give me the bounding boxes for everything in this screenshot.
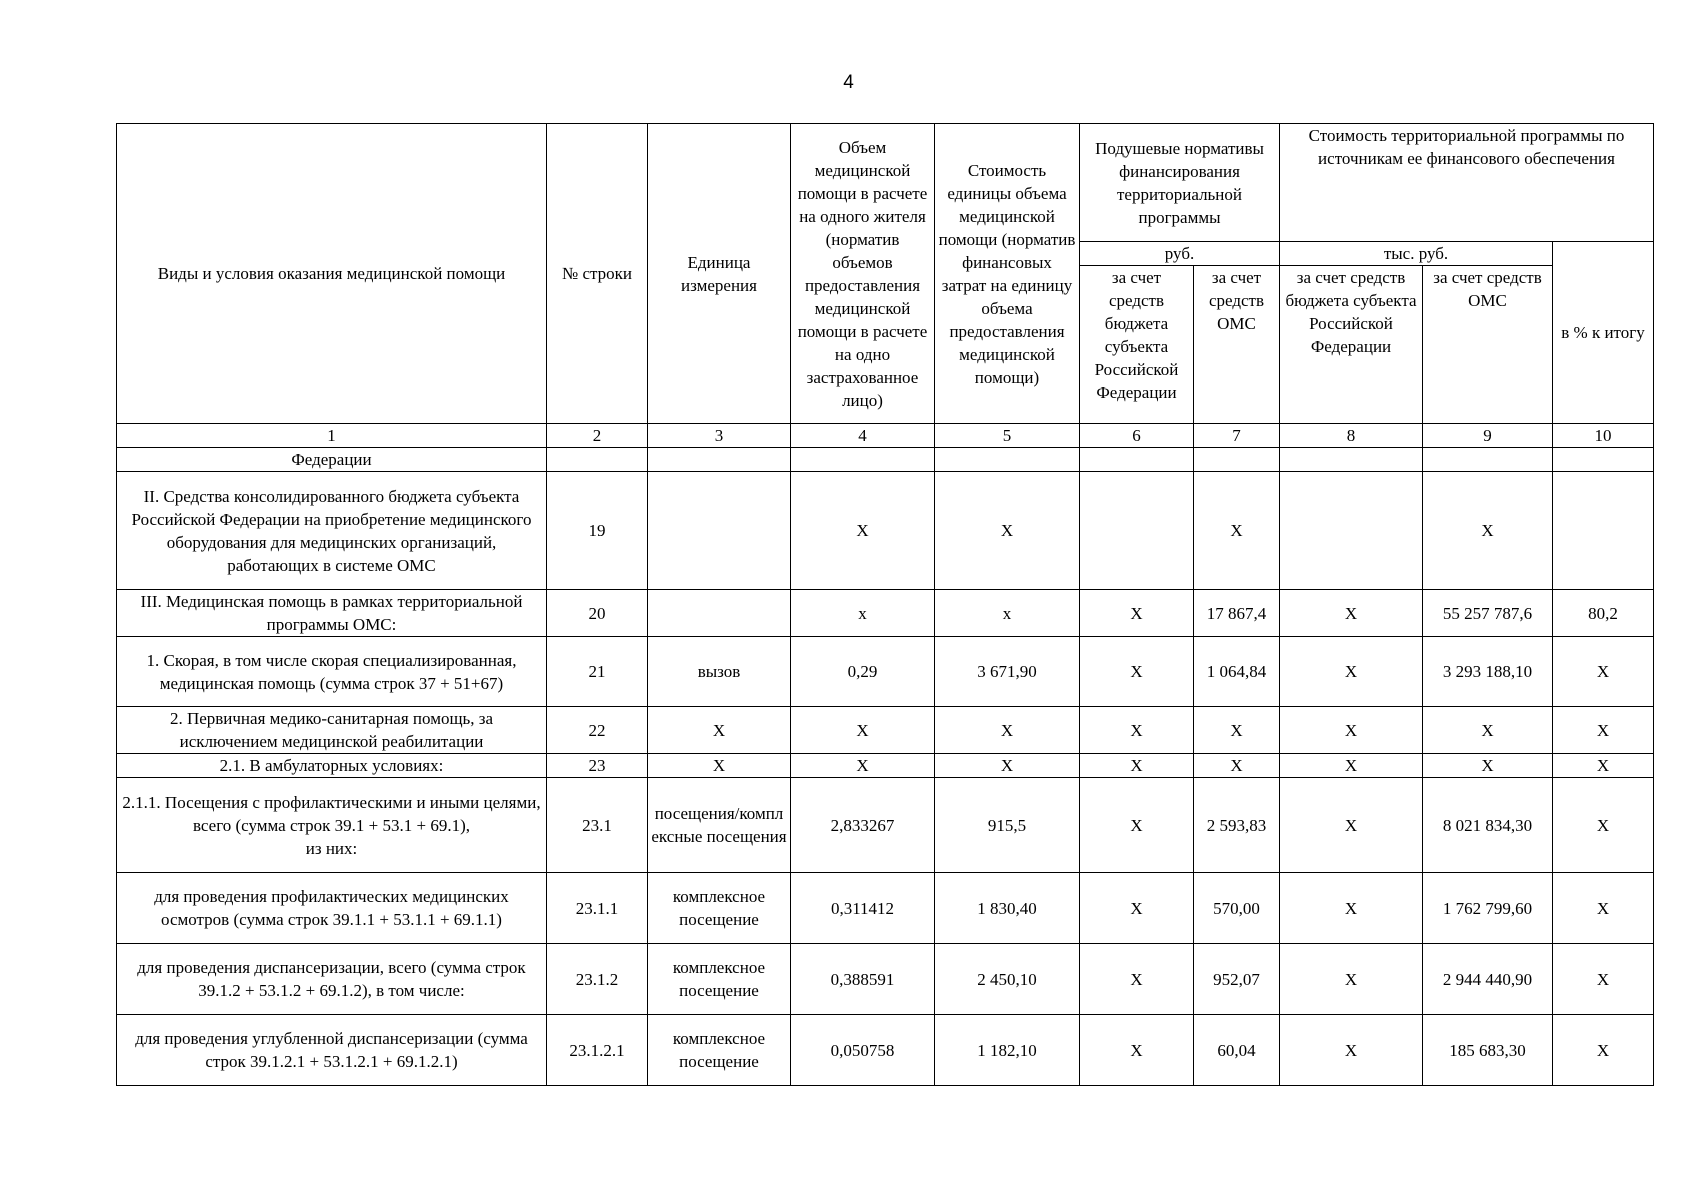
row-title: для проведения диспансеризации, всего (сумма строк 39.1.2 + 53.1.2 + 69.1.2), в том числе: (117, 944, 547, 1015)
cell-budget-cost: X (1280, 1015, 1423, 1086)
row-number: 20 (547, 590, 648, 637)
cell-oms-per-capita: 17 867,4 (1194, 590, 1280, 637)
header-oms-cost: за счет средств ОМС (1423, 266, 1553, 424)
header-per-capita-group: Подушевые нормативы финансирования территориальной программы (1080, 124, 1280, 242)
cell-oms-per-capita: 1 064,84 (1194, 637, 1280, 707)
cell-budget-per-capita (1080, 472, 1194, 590)
cell-oms-cost: 1 762 799,60 (1423, 873, 1553, 944)
program-cost-table (116, 123, 1654, 1086)
cell-oms-cost: X (1423, 472, 1553, 590)
cell-unit: X (648, 707, 791, 754)
row-number: 23.1 (547, 778, 648, 873)
cell-volume: 2,833267 (791, 778, 935, 873)
cell-budget-per-capita: X (1080, 637, 1194, 707)
cell-oms-per-capita: 2 593,83 (1194, 778, 1280, 873)
cell-budget-per-capita: X (1080, 1015, 1194, 1086)
header-unit-thousand-rub: тыс. руб. (1280, 242, 1553, 266)
column-number: 10 (1553, 424, 1654, 448)
cell-unit-cost: х (935, 590, 1080, 637)
column-number: 8 (1280, 424, 1423, 448)
cell-percent: X (1553, 944, 1654, 1015)
column-number: 4 (791, 424, 935, 448)
cell-oms-per-capita: X (1194, 707, 1280, 754)
column-number: 2 (547, 424, 648, 448)
cell-budget-per-capita: X (1080, 707, 1194, 754)
cell-budget-per-capita: X (1080, 873, 1194, 944)
cell-percent: 80,2 (1553, 590, 1654, 637)
cell-oms-per-capita (1194, 448, 1280, 472)
table-row (117, 778, 1654, 873)
row-number (547, 448, 648, 472)
column-number: 3 (648, 424, 791, 448)
cell-oms-per-capita: X (1194, 472, 1280, 590)
table-row (117, 637, 1654, 707)
cell-oms-cost: X (1423, 754, 1553, 778)
row-number: 21 (547, 637, 648, 707)
cell-oms-cost: 8 021 834,30 (1423, 778, 1553, 873)
cell-oms-cost: 55 257 787,6 (1423, 590, 1553, 637)
cell-unit-cost: 1 830,40 (935, 873, 1080, 944)
table-body (117, 448, 1654, 1086)
cell-percent: X (1553, 754, 1654, 778)
cell-budget-per-capita: X (1080, 778, 1194, 873)
cell-volume: х (791, 590, 935, 637)
column-number: 7 (1194, 424, 1280, 448)
cell-budget-cost: X (1280, 944, 1423, 1015)
cell-percent: X (1553, 1015, 1654, 1086)
cell-percent: X (1553, 873, 1654, 944)
row-title: 2.1.1. Посещения с профилактическими и иными целями, всего (сумма строк 39.1 + 53.1 + 69.1), из них: (117, 778, 547, 873)
column-number: 9 (1423, 424, 1553, 448)
cell-unit-cost: 915,5 (935, 778, 1080, 873)
cell-volume: X (791, 472, 935, 590)
table-row (117, 1015, 1654, 1086)
cell-budget-cost: X (1280, 707, 1423, 754)
header-budget-per-capita: за счет средств бюджета субъекта Российской Федерации (1080, 266, 1194, 424)
row-title: Федерации (117, 448, 547, 472)
cell-percent (1553, 472, 1654, 590)
row-title: III. Медицинская помощь в рамках территориальной программы ОМС: (117, 590, 547, 637)
cell-oms-cost: 3 293 188,10 (1423, 637, 1553, 707)
cell-unit-cost: X (935, 754, 1080, 778)
cell-oms-cost (1423, 448, 1553, 472)
cell-unit: комплексное посещение (648, 1015, 791, 1086)
row-title: 2. Первичная медико-санитарная помощь, за исключением медицинской реабилитации (117, 707, 547, 754)
cell-oms-per-capita: 60,04 (1194, 1015, 1280, 1086)
header-budget-cost: за счет средств бюджета субъекта Российской Федерации (1280, 266, 1423, 424)
row-number: 22 (547, 707, 648, 754)
cell-budget-per-capita (1080, 448, 1194, 472)
cell-volume: X (791, 754, 935, 778)
header-oms-per-capita: за счет средств ОМС (1194, 266, 1280, 424)
table-row (117, 590, 1654, 637)
cell-volume: X (791, 707, 935, 754)
cell-volume (791, 448, 935, 472)
row-number: 23 (547, 754, 648, 778)
table-row (117, 472, 1654, 590)
cell-unit: комплексное посещение (648, 944, 791, 1015)
cell-budget-cost: X (1280, 590, 1423, 637)
header-kinds-of-care: Виды и условия оказания медицинской помощи (117, 124, 547, 424)
row-title: 1. Скорая, в том числе скорая специализированная, медицинская помощь (сумма строк 37 + 51+67) (117, 637, 547, 707)
cell-unit-cost: 1 182,10 (935, 1015, 1080, 1086)
cell-percent: X (1553, 637, 1654, 707)
cell-oms-per-capita: X (1194, 754, 1280, 778)
cell-volume: 0,29 (791, 637, 935, 707)
header-row-number: № строки (547, 124, 648, 424)
cell-budget-cost (1280, 472, 1423, 590)
cell-unit-cost: X (935, 472, 1080, 590)
column-number-row (117, 424, 1654, 448)
column-number: 1 (117, 424, 547, 448)
cell-unit: вызов (648, 637, 791, 707)
cell-budget-cost: X (1280, 754, 1423, 778)
header-program-cost-group: Стоимость территориальной программы по источникам ее финансового обеспечения (1280, 124, 1654, 242)
cell-budget-cost (1280, 448, 1423, 472)
cell-oms-cost: 2 944 440,90 (1423, 944, 1553, 1015)
cell-percent: X (1553, 778, 1654, 873)
page-number: 4 (843, 72, 854, 93)
table-row (117, 448, 1654, 472)
table-row (117, 944, 1654, 1015)
row-title: II. Средства консолидированного бюджета субъекта Российской Федерации на приобретение медицинского оборудования для медицинских организаций, работающих в системе ОМС (117, 472, 547, 590)
cell-volume: 0,311412 (791, 873, 935, 944)
header-percent-of-total: в % к итогу (1553, 242, 1654, 424)
header-volume: Объем медицинской помощи в расчете на одного жителя (норматив объемов предоставления медицинской помощи в расчете на одно застрахованное лицо) (791, 124, 935, 424)
column-number: 6 (1080, 424, 1194, 448)
cell-budget-cost: X (1280, 873, 1423, 944)
table-header (117, 124, 1654, 448)
row-number: 23.1.2.1 (547, 1015, 648, 1086)
cell-percent: X (1553, 707, 1654, 754)
cell-unit (648, 590, 791, 637)
header-unit: Единица измерения (648, 124, 791, 424)
cell-unit (648, 472, 791, 590)
cell-unit-cost: 2 450,10 (935, 944, 1080, 1015)
cell-oms-per-capita: 570,00 (1194, 873, 1280, 944)
row-number: 23.1.2 (547, 944, 648, 1015)
table-row (117, 754, 1654, 778)
row-title: 2.1. В амбулаторных условиях: (117, 754, 547, 778)
row-number: 19 (547, 472, 648, 590)
cell-budget-per-capita: X (1080, 754, 1194, 778)
cell-unit: посещения/комплексные посещения (648, 778, 791, 873)
column-number: 5 (935, 424, 1080, 448)
cell-budget-per-capita: X (1080, 590, 1194, 637)
cell-volume: 0,388591 (791, 944, 935, 1015)
header-unit-rub: руб. (1080, 242, 1280, 266)
cell-oms-cost: X (1423, 707, 1553, 754)
cell-budget-cost: X (1280, 778, 1423, 873)
cell-oms-per-capita: 952,07 (1194, 944, 1280, 1015)
row-title: для проведения профилактических медицинских осмотров (сумма строк 39.1.1 + 53.1.1 + 69.1.1) (117, 873, 547, 944)
cell-unit-cost (935, 448, 1080, 472)
cell-oms-cost: 185 683,30 (1423, 1015, 1553, 1086)
cell-unit (648, 448, 791, 472)
cell-unit-cost: X (935, 707, 1080, 754)
cell-unit: комплексное посещение (648, 873, 791, 944)
cell-unit: X (648, 754, 791, 778)
table-row (117, 707, 1654, 754)
cell-percent (1553, 448, 1654, 472)
row-title: для проведения углубленной диспансеризации (сумма строк 39.1.2.1 + 53.1.2.1 + 69.1.2.1) (117, 1015, 547, 1086)
cell-unit-cost: 3 671,90 (935, 637, 1080, 707)
cell-budget-cost: X (1280, 637, 1423, 707)
header-unit-cost: Стоимость единицы объема медицинской помощи (норматив финансовых затрат на единицу объема предоставления медицинской помощи) (935, 124, 1080, 424)
cell-volume: 0,050758 (791, 1015, 935, 1086)
cell-budget-per-capita: X (1080, 944, 1194, 1015)
table-row (117, 873, 1654, 944)
row-number: 23.1.1 (547, 873, 648, 944)
